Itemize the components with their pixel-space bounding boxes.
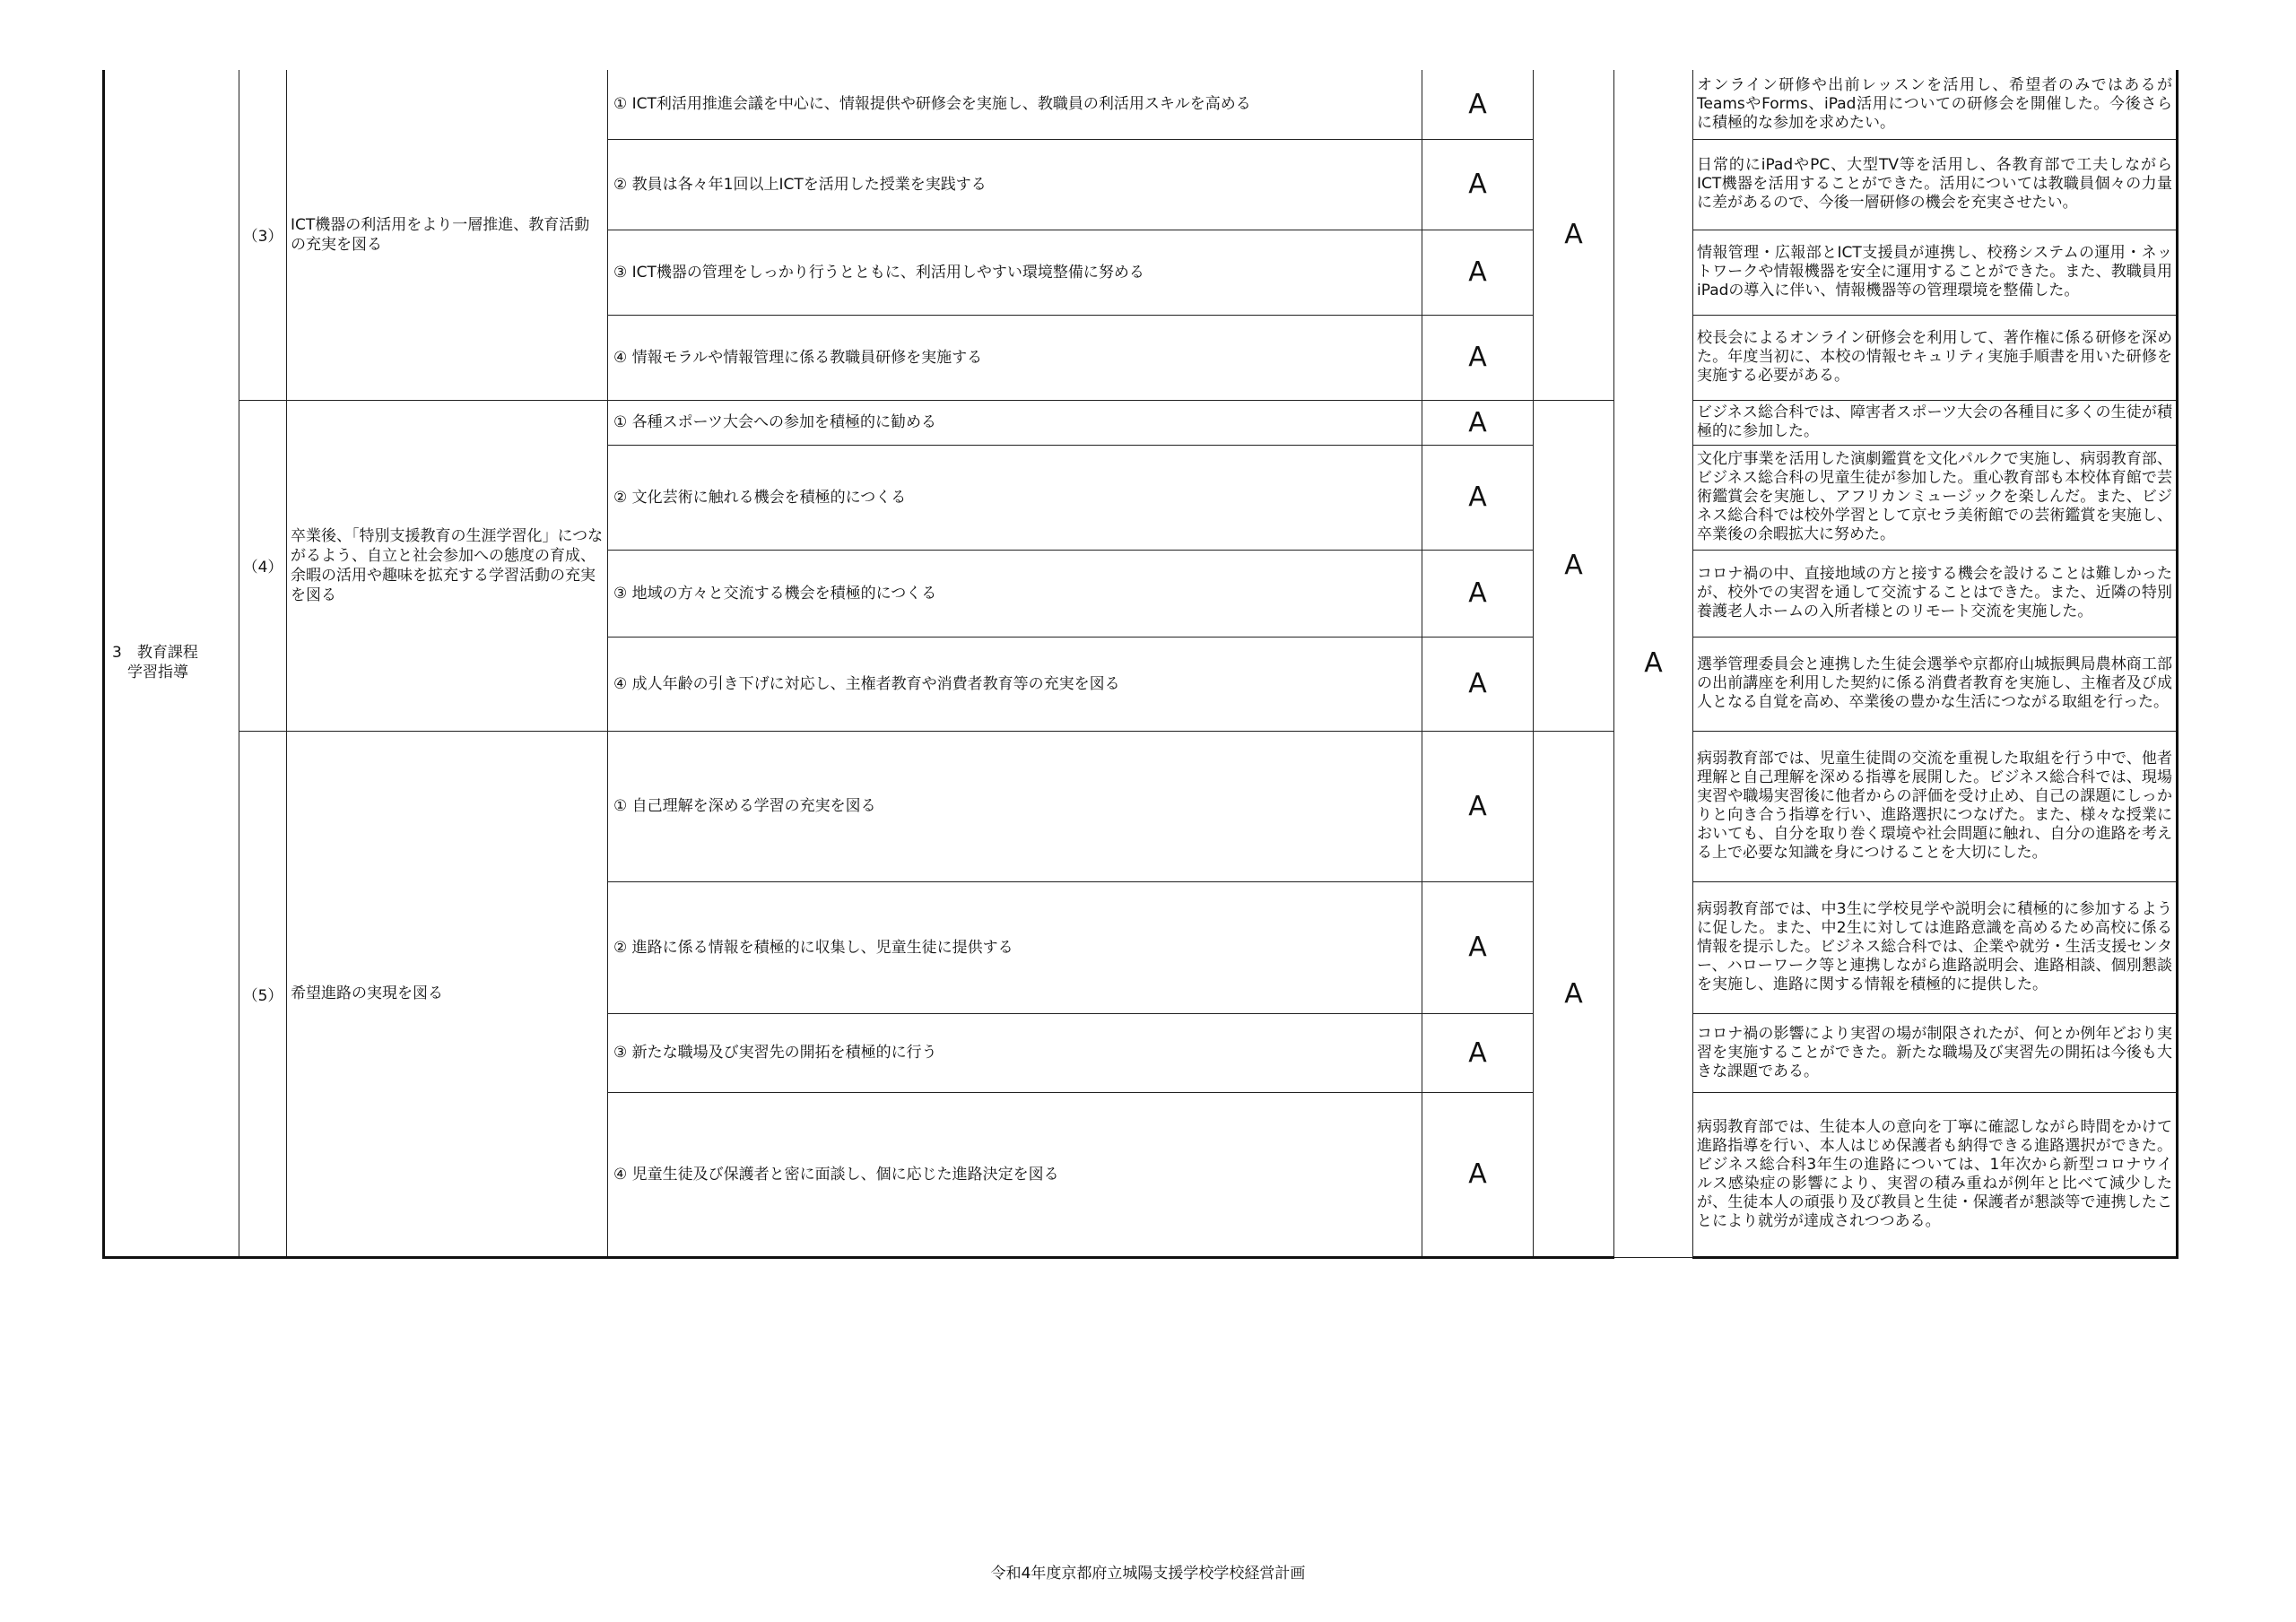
item-grade-cell <box>1422 400 1534 445</box>
item-text: ③ 地域の方々と交流する機会を積極的につくる <box>613 584 937 603</box>
comment-text: 情報管理・広報部とICT支援員が連携し、校務システムの運用・ネットワークや情報機器を安全に運用することができた。また、教職員用iPadの導入に伴い、情報機器等の管理環境を整備した。 <box>1697 244 2172 299</box>
group-number-cell <box>239 70 287 400</box>
item-text: ② 文化芸術に触れる機会を積極的につくる <box>613 488 907 507</box>
item-grade-cell <box>1422 637 1534 731</box>
item-grade: A <box>1468 932 1487 963</box>
item-cell <box>608 139 1422 230</box>
comment-text: コロナ禍の影響により実習の場が制限されたが、何とか例年どおり実習を実施することができた。新たな職場及び実習先の開拓は今後も大きな課題である。 <box>1697 1024 2172 1080</box>
item-text: ④ 児童生徒及び保護者と密に面談し、個に応じた進路決定を図る <box>613 1165 1059 1184</box>
item-text: ① 自己理解を深める学習の充実を図る <box>613 797 876 815</box>
area-label: 3 教育課程 学習指導 <box>112 644 198 682</box>
item-grade: A <box>1468 1158 1487 1190</box>
item-cell <box>608 1013 1422 1092</box>
item-text: ① 各種スポーツ大会への参加を積極的に勧める <box>613 413 936 431</box>
comment-text: 日常的にiPadやPC、大型TV等を活用し、各教育部で工夫しながらICT機器を活用することができた。活用については教職員個々の力量に差があるので、今後一層研修の機会を充実させたい。 <box>1697 156 2172 212</box>
comment-cell <box>1693 637 2178 731</box>
item-cell <box>608 400 1422 445</box>
group-number: （4） <box>242 559 283 577</box>
item-grade-cell <box>1422 139 1534 230</box>
item-text: ③ ICT機器の管理をしっかり行うとともに、利活用しやすい環境整備に努める <box>613 263 1144 282</box>
group-number: （5） <box>242 986 283 1005</box>
area-grade-cell <box>1614 70 1693 1257</box>
item-grade: A <box>1468 88 1487 120</box>
group-grade: A <box>1564 219 1583 251</box>
item-grade-cell <box>1422 731 1534 881</box>
item-grade-cell <box>1422 70 1534 139</box>
item-grade-cell <box>1422 230 1534 315</box>
item-text: ① ICT利活用推進会議を中心に、情報提供や研修会を実施し、教職員の利活用スキルを高める <box>613 95 1251 114</box>
group-grade: A <box>1564 977 1583 1010</box>
item-text: ④ 成人年齢の引き下げに対応し、主権者教育や消費者教育等の充実を図る <box>613 674 1120 693</box>
item-grade: A <box>1468 577 1487 609</box>
item-cell <box>608 731 1422 881</box>
item-grade-cell <box>1422 1092 1534 1257</box>
comment-text: 文化庁事業を活用した演劇鑑賞を文化パルクで実施し、病弱教育部、ビジネス総合科の児童生徒が参加した。重心教育部も本校体育館で芸術鑑賞会を実施し、アフリカンミュージックを楽しんだ。また、ビジネス総合科では校外学習として京セラ美術館での芸術鑑賞を実施し、卒業後の余暇拡大に努めた。 <box>1697 450 2172 543</box>
comment-cell <box>1693 230 2178 315</box>
group-goal-cell <box>287 70 608 400</box>
item-grade-cell <box>1422 315 1534 400</box>
comment-text: 病弱教育部では、中3生に学校見学や説明会に積極的に参加するように促した。また、中2生に対しては進路意識を高めるため高校に係る情報を提示した。ビジネス総合科では、企業や就労・生活支援センター、ハローワーク等と連携しながら進路説明会、進路相談、個別懇談を実施し、進路に関する情報を積極的に提供した。 <box>1697 900 2172 993</box>
comment-cell <box>1693 550 2178 637</box>
comment-cell <box>1693 1013 2178 1092</box>
item-grade: A <box>1468 169 1487 200</box>
item-grade: A <box>1468 342 1487 373</box>
group-number-cell <box>239 731 287 1257</box>
comment-cell <box>1693 400 2178 445</box>
group-goal: ICT機器の利活用をより一層推進、教育活動の充実を図る <box>291 215 590 254</box>
item-grade: A <box>1468 668 1487 699</box>
group-grade: A <box>1564 550 1583 581</box>
item-text: ② 教員は各々年1回以上ICTを活用した授業を実践する <box>613 175 987 194</box>
group-goal-cell <box>287 731 608 1257</box>
table-row <box>104 400 2178 445</box>
comment-cell <box>1693 139 2178 230</box>
item-cell <box>608 315 1422 400</box>
comment-text: ビジネス総合科では、障害者スポーツ大会の各種目に多くの生徒が積極的に参加した。 <box>1697 403 2172 440</box>
group-goal: 希望進路の実現を図る <box>291 984 443 1002</box>
page-footer: 令和4年度京都府立城陽支援学校学校経営計画 <box>990 1565 1306 1583</box>
comment-cell <box>1693 445 2178 550</box>
group-grade-cell <box>1534 400 1614 731</box>
area-cell <box>104 70 239 1257</box>
comment-text: 選挙管理委員会と連携した生徒会選挙や京都府山城振興局農林商工部の出前講座を利用した契約に係る消費者教育を実施し、主権者及び成人となる自覚を高め、卒業後の豊かな生活につながる取組を行った。 <box>1697 655 2172 711</box>
comment-cell <box>1693 1092 2178 1257</box>
item-cell <box>608 550 1422 637</box>
item-cell <box>608 230 1422 315</box>
item-grade: A <box>1468 790 1487 822</box>
area-grade: A <box>1644 647 1663 680</box>
item-grade-cell <box>1422 445 1534 550</box>
table-row <box>104 731 2178 881</box>
item-text: ③ 新たな職場及び実習先の開拓を積極的に行う <box>613 1044 937 1062</box>
evaluation-table <box>102 70 2179 1259</box>
group-number: （3） <box>242 228 283 247</box>
item-cell <box>608 445 1422 550</box>
comment-cell <box>1693 315 2178 400</box>
item-grade: A <box>1468 406 1487 438</box>
item-grade-cell <box>1422 550 1534 637</box>
group-goal: 卒業後、「特別支援教育の生涯学習化」につながるよう、自立と社会参加への態度の育成、余暇の活用や趣味を拡充する学習活動の充実を図る <box>291 526 604 604</box>
group-goal-cell <box>287 400 608 731</box>
comment-cell <box>1693 881 2178 1013</box>
comment-text: 病弱教育部では、児童生徒間の交流を重視した取組を行う中で、他者理解と自己理解を深める指導を展開した。ビジネス総合科では、現場実習や職場実習後に他者からの評価を受け止め、自己の課題にしっかりと向き合う指導を行い、進路選択につなげた。また、様々な授業においても、自分を取り巻く環境や社会問題に触れ、自分の進路を考える上で必要な知識を身につけることを大切にした。 <box>1697 750 2172 862</box>
group-grade-cell <box>1534 731 1614 1257</box>
group-grade-cell <box>1534 70 1614 400</box>
comment-text: コロナ禍の中、直接地域の方と接する機会を設けることは難しかったが、校外での実習を通して交流することはできた。また、近隣の特別養護老人ホームの入所者様とのリモート交流を実施した。 <box>1697 565 2172 620</box>
table-row <box>104 70 2178 139</box>
comment-text: 病弱教育部では、生徒本人の意向を丁寧に確認しながら時間をかけて進路指導を行い、本人はじめ保護者も納得できる進路選択ができた。ビジネス総合科3年生の進路については、1年次から新型コロナウイルス感染症の影響により、実習の積み重ねが例年と比べて減少したが、生徒本人の頑張り及び教員と生徒・保護者が懇談等で連携したことにより就労が達成されつつある。 <box>1697 1117 2172 1230</box>
item-grade: A <box>1468 256 1487 288</box>
item-grade: A <box>1468 1037 1487 1069</box>
item-cell <box>608 637 1422 731</box>
comment-text: 校長会によるオンライン研修会を利用して、著作権に係る研修を深めた。年度当初に、本校の情報セキュリティ実施手順書を用いた研修を実施する必要がある。 <box>1697 329 2172 385</box>
comment-text: オンライン研修や出前レッスンを活用し、希望者のみではあるがTeamsやForms、iPad活用についての研修会を開催した。今後さらに積極的な参加を求めたい。 <box>1697 75 2172 132</box>
item-text: ④ 情報モラルや情報管理に係る教職員研修を実施する <box>613 348 983 367</box>
item-cell <box>608 1092 1422 1257</box>
item-text: ② 進路に係る情報を積極的に収集し、児童生徒に提供する <box>613 938 1013 957</box>
item-cell <box>608 70 1422 139</box>
item-grade-cell <box>1422 881 1534 1013</box>
group-number-cell <box>239 400 287 731</box>
comment-cell <box>1693 70 2178 139</box>
comment-cell <box>1693 731 2178 881</box>
item-cell <box>608 881 1422 1013</box>
item-grade-cell <box>1422 1013 1534 1092</box>
item-grade: A <box>1468 481 1487 513</box>
